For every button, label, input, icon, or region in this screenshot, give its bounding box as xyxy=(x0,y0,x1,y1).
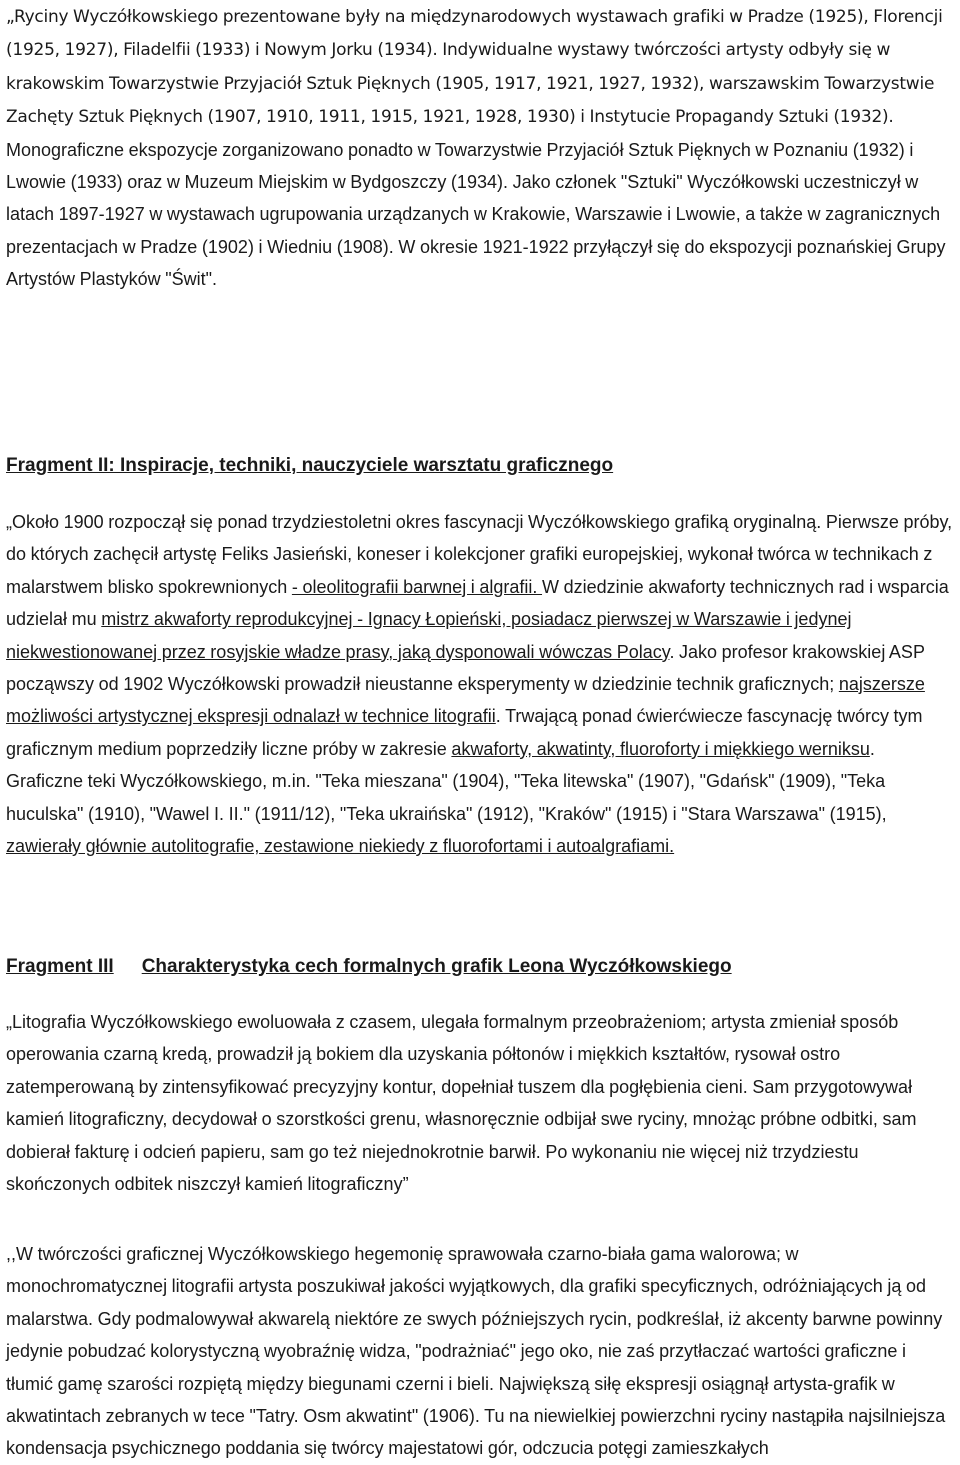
heading-fragment-3 xyxy=(6,953,732,981)
paragraph-exhibitions-part-2: Monograficzne ekspozycje zorganizowano ponadto w Towarzystwie Przyjaciół Sztuk Pięknych w Poznaniu (1932) i Lwowie (1933) oraz w Muzeum Miejskim w Bydgoszczy (1934). Jako członek "Sztuki" Wyczółkowski uczestniczył w latach 1897-1927 w wystawach ugrupowania urządzanych w Krakowie, Warszawie i Lwowie, a także w zagranicznych prezentacjach w Pradze (1902) i Wiedniu (1908). W okresie 1921-1922 przyłączył się do ekspozycji poznańskiej Grupy Artystów Plastyków "Świt". xyxy=(6,139,946,290)
paragraph-inspirations xyxy=(6,506,956,862)
text-segment: W dziedzinie akwaforty technicznych rad i wsparcia udzielał mu xyxy=(6,576,949,630)
text-segment: . Jako profesor krakowskiej ASP począwszy od 1902 Wyczółkowski prowadził nieustanne eksperymenty w dziedzinie technik graficznych; xyxy=(6,641,925,695)
underlined-segment: - oleolitografii barwnej i algrafii. xyxy=(291,576,543,597)
text-segment: . Graficzne teki Wyczółkowskiego, m.in. "Teka mieszana" (1904), "Teka litewska" (1907), "Gdańsk" (1909), "Teka huculska" (1910), "Wawel I. II." (1911/12), "Teka ukraińska" (1912), "Kraków" (1915) i "Stara Warszawa" (1915), xyxy=(6,738,887,824)
underlined-segment: najszersze możliwości artystycznej ekspresji odnalazł w technice litografii xyxy=(6,674,925,727)
paragraph-lithography: „Litografia Wyczółkowskiego ewoluowała z czasem, ulegała formalnym przeobrażeniom; artysta zmieniał sposób operowania czarną kredą, prowadził ją bokiem dla uzyskania półtonów i miękkich kształtów, rysował ostro zatemperowaną by zintensyfikować precyzyjny kontur, dopełniał tuszem dla pogłębienia cieni. Sam przygotowywał kamień litograficzny, decydował o szorstkości grenu, własnoręcznie odbijał swe ryciny, mnożąc próbne odbitki, sam dobierał fakturę i odcień papieru, sam go też niejednokrotnie barwił. Po wykonaniu nie więcej niż trzydziestu skończonych odbitek niszczył kamień litograficzny” xyxy=(6,1012,917,1195)
underlined-segment: akwaforty, akwatinty, fluoroforty i miękkiego werniksu xyxy=(451,738,870,759)
underlined-segment: mistrz akwaforty reprodukcyjnej - Ignacy Łopieński, posiadacz pierwszej w Warszawie i jedynej niekwestionowanej przez rosyjskie władze prasy, jaką dysponowali wówczas Polacy xyxy=(6,609,852,662)
text-segment: . Trwającą ponad ćwierćwiecze fascynację twórcy tym graficznym medium poprzedziły liczne próby w zakresie xyxy=(6,706,923,759)
heading-fragment-3-title: Charakterystyka cech formalnych grafik Leona Wyczółkowskiego xyxy=(141,956,732,977)
text-segment: „Około 1900 rozpoczął się ponad trzydziestoletni okres fascynacji Wyczółkowskiego grafiką oryginalną. Pierwsze próby, do których zachęcił artystę Feliks Jasieński, koneser i kolekcjoner grafiki europejskiej, wykonał twórca w technikach z malarstwem blisko spokrewnionych xyxy=(6,512,953,597)
paragraph-exhibitions-part-1: „Ryciny Wyczółkowskiego prezentowane były na międzynarodowych wystawach grafiki w Pradze (1925), Florencji (1925, 1927), Filadelfii (1933) i Nowym Jorku (1934). Indywidualne wystawy twórczości artysty odbyły się w krakowskim Towarzystwie Przyjaciół Sztuk Pięknych (1905, 1917, 1921, 1927, 1932), warszawskim Towarzystwie Zachęty Sztuk Pięknych (1907, 1910, 1911, 1915, 1921, 1928, 1930) i Instytucie Propagandy Sztuki (1932). xyxy=(6,7,943,128)
heading-fragment-3-label: Fragment III xyxy=(6,956,114,977)
underlined-segment: zawierały głównie autolitografie, zestawione niekiedy z fluorofortami i autoalgrafiami. xyxy=(6,836,675,857)
heading-fragment-2: Fragment II: Inspiracje, techniki, nauczyciele warsztatu graficznego xyxy=(6,455,614,476)
paragraph-exhibitions xyxy=(6,0,956,296)
paragraph-monochrome: ,,W twórczości graficznej Wyczółkowskiego hegemonię sprawowała czarno-biała gama walorowa; w monochromatycznej litografii artysta poszukiwał jakości wyjątkowych, dla grafiki specyficznych, odróżniających ją od malarstwa. Gdy podmalowywał akwarelą niektóre ze swych późniejszych rycin, podkreślał, iż akcenty barwne powinny jedynie pobudzać kolorystyczną wyobraźnię widza, "podrażniać" jego oko, nie zaś przytłaczać wartości graficzne i tłumić gamę szarości rozpiętą między biegunami czerni i bieli. Największą siłę ekspresji osiągnął artysta-grafik w akwatintach zebranych w tece "Tatry. Osm akwatint" (1906). Tu na niewielkiej powierzchni ryciny nastąpiła najsilniejsza kondensacja psychicznego poddania się twórcy majestatowi gór, odczucia potęgi zamieszkałych xyxy=(6,1244,946,1459)
